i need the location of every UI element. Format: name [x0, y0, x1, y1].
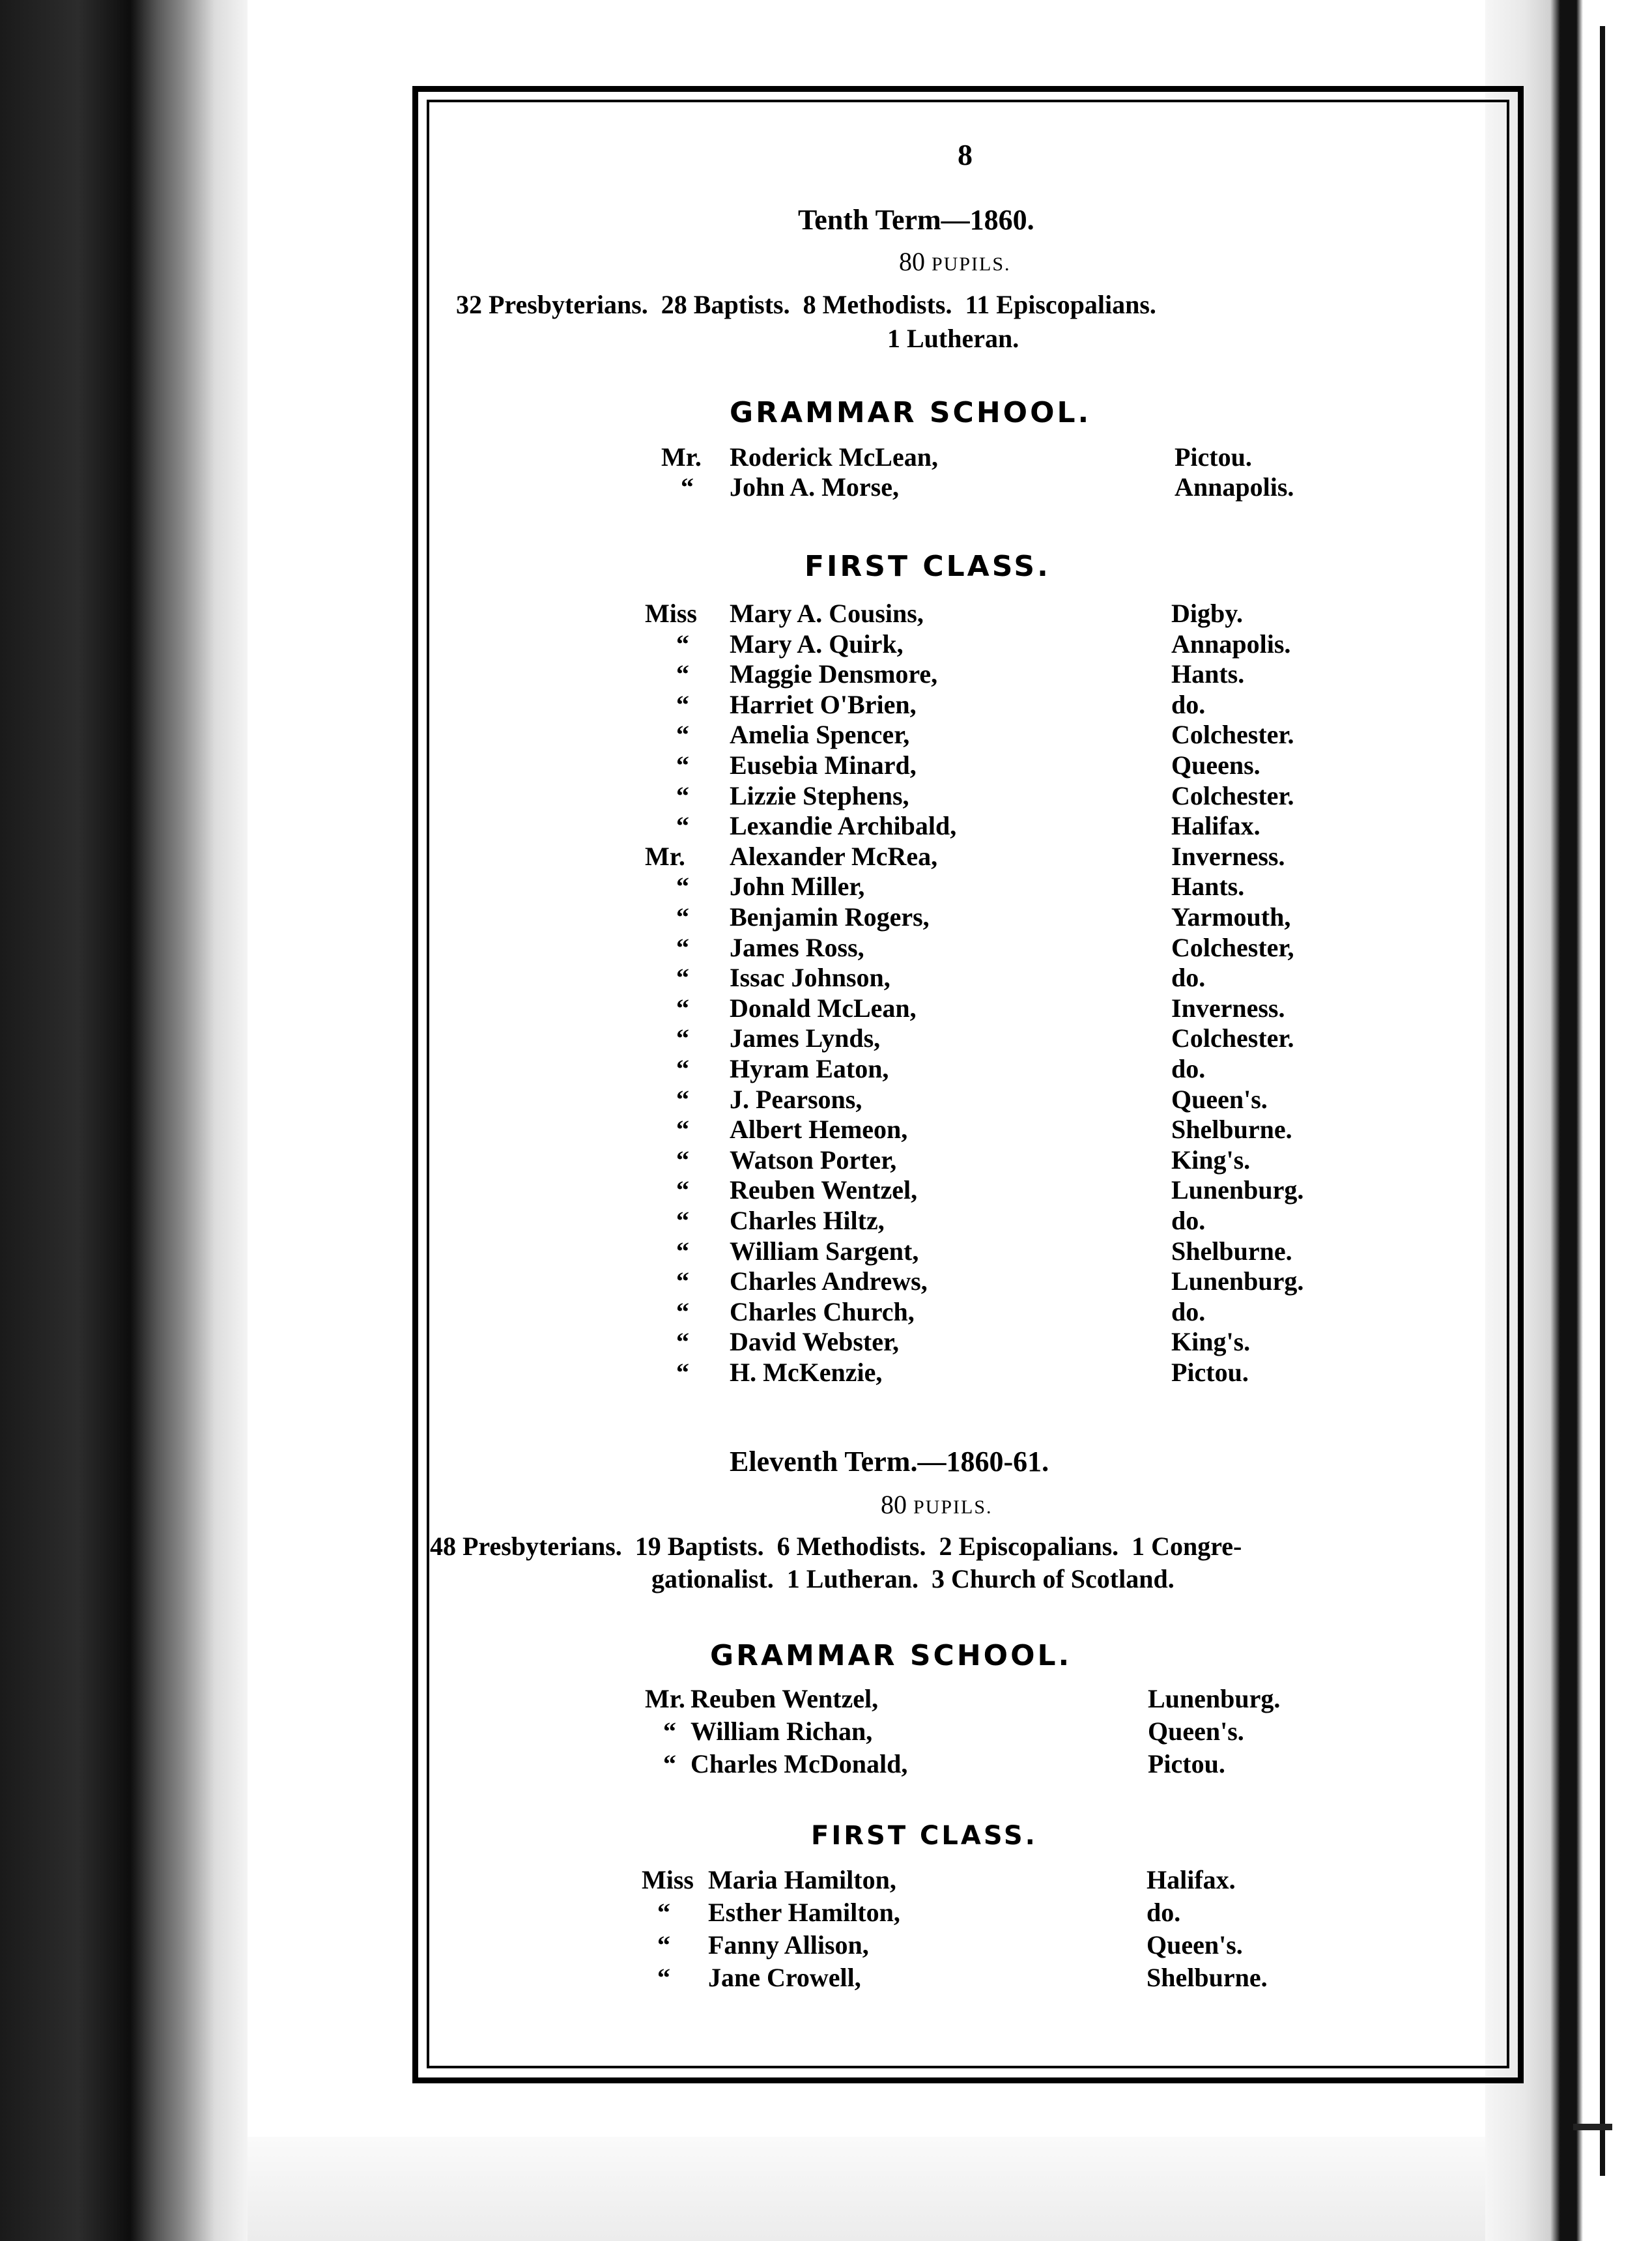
person-name: Albert Hemeon,	[730, 1115, 908, 1145]
home-county: do.	[1171, 689, 1206, 719]
list-item	[642, 1962, 1293, 1992]
honorific: “	[657, 1898, 670, 1927]
list-item	[661, 442, 1332, 472]
honorific: “	[676, 1115, 689, 1145]
list-item	[645, 841, 1322, 871]
pupils-label: PUPILS.	[913, 1496, 993, 1518]
home-county: do.	[1171, 1206, 1206, 1235]
person-name: Eusebia Minard,	[730, 750, 917, 780]
honorific: “	[681, 472, 694, 502]
list-item	[645, 659, 1322, 689]
list-item	[645, 1716, 1309, 1746]
list-item	[645, 1023, 1322, 1053]
list-item	[645, 780, 1322, 810]
home-county: Inverness.	[1171, 841, 1285, 871]
honorific: “	[676, 720, 689, 750]
home-county: Hants.	[1171, 872, 1245, 902]
list-item	[645, 1114, 1322, 1144]
honorific: “	[663, 1717, 676, 1746]
honorific: “	[676, 1358, 689, 1387]
list-item	[645, 871, 1322, 901]
person-name: Reuben Wentzel,	[730, 1175, 918, 1205]
honorific: “	[676, 902, 689, 932]
honorific: “	[676, 689, 689, 719]
person-name: Donald McLean,	[730, 993, 917, 1023]
honorific: “	[676, 1266, 689, 1296]
honorific: Mr.	[661, 442, 702, 472]
list-item	[645, 1683, 1309, 1713]
home-county: do.	[1171, 963, 1206, 993]
pupils-count: 80	[881, 1490, 907, 1519]
honorific: “	[676, 1084, 689, 1114]
person-name: Lizzie Stephens,	[730, 780, 909, 810]
person-name: David Webster,	[730, 1327, 900, 1357]
person-name: Charles Church,	[730, 1296, 915, 1326]
home-county: Annapolis.	[1171, 629, 1291, 659]
page-number: 8	[958, 138, 973, 171]
person-name: William Sargent,	[730, 1236, 919, 1266]
person-name: James Lynds,	[730, 1023, 881, 1053]
person-name: Lexandie Archibald,	[730, 811, 957, 841]
home-county: Shelburne.	[1171, 1115, 1292, 1145]
eleventh-term-denominations-line2: gationalist. 1 Lutheran. 3 Church of Scotland.	[651, 1564, 1175, 1593]
home-county: do.	[1171, 1296, 1206, 1326]
person-name: Roderick McLean,	[730, 442, 938, 472]
person-name: John A. Morse,	[730, 472, 899, 502]
tenth-term-pupils	[899, 249, 1011, 275]
honorific: “	[676, 872, 689, 902]
person-name: James Ross,	[730, 932, 864, 962]
eleventh-term-pupils	[881, 1492, 993, 1518]
list-item	[645, 750, 1322, 780]
eleventh-term-title: Eleventh Term.—1860-61.	[730, 1446, 1049, 1477]
person-name: Maria Hamilton,	[708, 1865, 896, 1894]
home-county: Lunenburg.	[1171, 1175, 1304, 1205]
honorific: “	[676, 780, 689, 810]
page-bottom-margin	[248, 2137, 1485, 2241]
home-county: Colchester,	[1171, 932, 1294, 962]
person-name: William Richan,	[691, 1717, 873, 1746]
honorific: “	[676, 659, 689, 689]
home-county: Lunenburg.	[1148, 1684, 1281, 1713]
honorific: “	[676, 629, 689, 659]
person-name: Harriet O'Brien,	[730, 689, 917, 719]
home-county: Annapolis.	[1175, 472, 1294, 502]
person-name: H. McKenzie,	[730, 1358, 883, 1387]
list-item	[645, 1175, 1322, 1205]
person-name: Charles Andrews,	[730, 1266, 928, 1296]
home-county: Shelburne.	[1146, 1963, 1268, 1992]
honorific: “	[676, 811, 689, 841]
honorific: Miss	[645, 599, 697, 628]
tenth-grammar-school-heading: GRAMMAR SCHOOL.	[730, 396, 1092, 429]
person-name: Fanny Allison,	[708, 1930, 869, 1960]
home-county: Queen's.	[1148, 1717, 1244, 1746]
honorific: Mr.	[645, 841, 685, 871]
honorific: “	[676, 1296, 689, 1326]
home-county: Queen's.	[1171, 1084, 1268, 1114]
honorific: “	[657, 1963, 670, 1992]
person-name: Benjamin Rogers,	[730, 902, 930, 932]
list-item	[642, 1864, 1293, 1894]
list-item	[645, 810, 1322, 840]
home-county: Lunenburg.	[1171, 1266, 1304, 1296]
honorific: “	[676, 1145, 689, 1175]
list-item	[645, 1145, 1322, 1175]
person-name: Mary A. Quirk,	[730, 629, 904, 659]
home-county: do.	[1146, 1898, 1181, 1927]
honorific: Miss	[642, 1865, 694, 1894]
honorific: “	[676, 1023, 689, 1053]
list-item	[645, 902, 1322, 932]
list-item	[661, 472, 1332, 502]
honorific: “	[676, 1206, 689, 1235]
honorific: “	[676, 963, 689, 993]
honorific: “	[676, 750, 689, 780]
list-item	[645, 1357, 1322, 1387]
person-name: Charles Hiltz,	[730, 1206, 885, 1235]
home-county: Hants.	[1171, 659, 1245, 689]
adjacent-page-border	[1600, 26, 1605, 2176]
person-name: Esther Hamilton,	[708, 1898, 900, 1927]
home-county: Colchester.	[1171, 720, 1294, 750]
home-county: Colchester.	[1171, 780, 1294, 810]
tenth-first-class-heading: FIRST CLASS.	[805, 550, 1051, 583]
pupils-label: PUPILS.	[932, 253, 1011, 275]
honorific: “	[676, 1327, 689, 1357]
list-item	[645, 932, 1322, 962]
list-item	[645, 993, 1322, 1023]
list-item	[645, 689, 1322, 719]
list-item	[642, 1897, 1293, 1927]
person-name: J. Pearsons,	[730, 1084, 862, 1114]
person-name: Alexander McRea,	[730, 841, 938, 871]
honorific: “	[676, 932, 689, 962]
list-item	[645, 598, 1322, 628]
home-county: Queen's.	[1146, 1930, 1243, 1960]
home-county: Pictou.	[1171, 1358, 1249, 1387]
person-name: Maggie Densmore,	[730, 659, 938, 689]
honorific: “	[676, 1054, 689, 1083]
honorific: “	[663, 1749, 676, 1778]
home-county: Queens.	[1171, 750, 1260, 780]
home-county: Yarmouth,	[1171, 902, 1291, 932]
person-name: Amelia Spencer,	[730, 720, 910, 750]
eleventh-first-class-heading: FIRST CLASS.	[811, 1821, 1038, 1851]
person-name: Watson Porter,	[730, 1145, 897, 1175]
list-item	[645, 1084, 1322, 1114]
person-name: Charles McDonald,	[691, 1749, 908, 1778]
home-county: Pictou.	[1148, 1749, 1225, 1778]
person-name: John Miller,	[730, 872, 865, 902]
book-gutter-shadow	[0, 0, 248, 2241]
home-county: Pictou.	[1175, 442, 1252, 472]
list-item	[645, 719, 1322, 749]
person-name: Jane Crowell,	[708, 1963, 861, 1992]
person-name: Reuben Wentzel,	[691, 1684, 879, 1713]
person-name: Hyram Eaton,	[730, 1054, 889, 1083]
list-item	[645, 1296, 1322, 1326]
list-item	[642, 1930, 1293, 1960]
home-county: King's.	[1171, 1327, 1251, 1357]
tenth-term-denominations-line2: 1 Lutheran.	[887, 324, 1019, 353]
person-name: Issac Johnson,	[730, 963, 890, 993]
home-county: Shelburne.	[1171, 1236, 1292, 1266]
home-county: Colchester.	[1171, 1023, 1294, 1053]
list-item	[645, 1053, 1322, 1083]
home-county: Halifax.	[1171, 811, 1260, 841]
honorific: “	[676, 993, 689, 1023]
person-name: Mary A. Cousins,	[730, 599, 924, 628]
home-county: Inverness.	[1171, 993, 1285, 1023]
list-item	[645, 1266, 1322, 1296]
list-item	[645, 1205, 1322, 1235]
home-county: Digby.	[1171, 599, 1244, 628]
home-county: King's.	[1171, 1145, 1251, 1175]
list-item	[645, 962, 1322, 992]
home-county: Halifax.	[1146, 1865, 1236, 1894]
list-item	[645, 1326, 1322, 1356]
honorific: “	[657, 1930, 670, 1960]
adjacent-page-border-corner	[1573, 2124, 1612, 2130]
home-county: do.	[1171, 1054, 1206, 1083]
honorific: Mr.	[645, 1684, 685, 1713]
list-item	[645, 1749, 1309, 1778]
eleventh-term-denominations-line1: 48 Presbyterians. 19 Baptists. 6 Methodists. 2 Episcopalians. 1 Congre-	[430, 1532, 1242, 1561]
pupils-count: 80	[899, 247, 925, 276]
tenth-term-title: Tenth Term—1860.	[798, 204, 1034, 236]
honorific: “	[676, 1175, 689, 1205]
list-item	[645, 629, 1322, 659]
tenth-term-denominations-line1: 32 Presbyterians. 28 Baptists. 8 Methodists. 11 Episcopalians.	[456, 290, 1156, 319]
honorific: “	[676, 1236, 689, 1266]
list-item	[645, 1236, 1322, 1266]
eleventh-grammar-school-heading: GRAMMAR SCHOOL.	[710, 1639, 1072, 1672]
